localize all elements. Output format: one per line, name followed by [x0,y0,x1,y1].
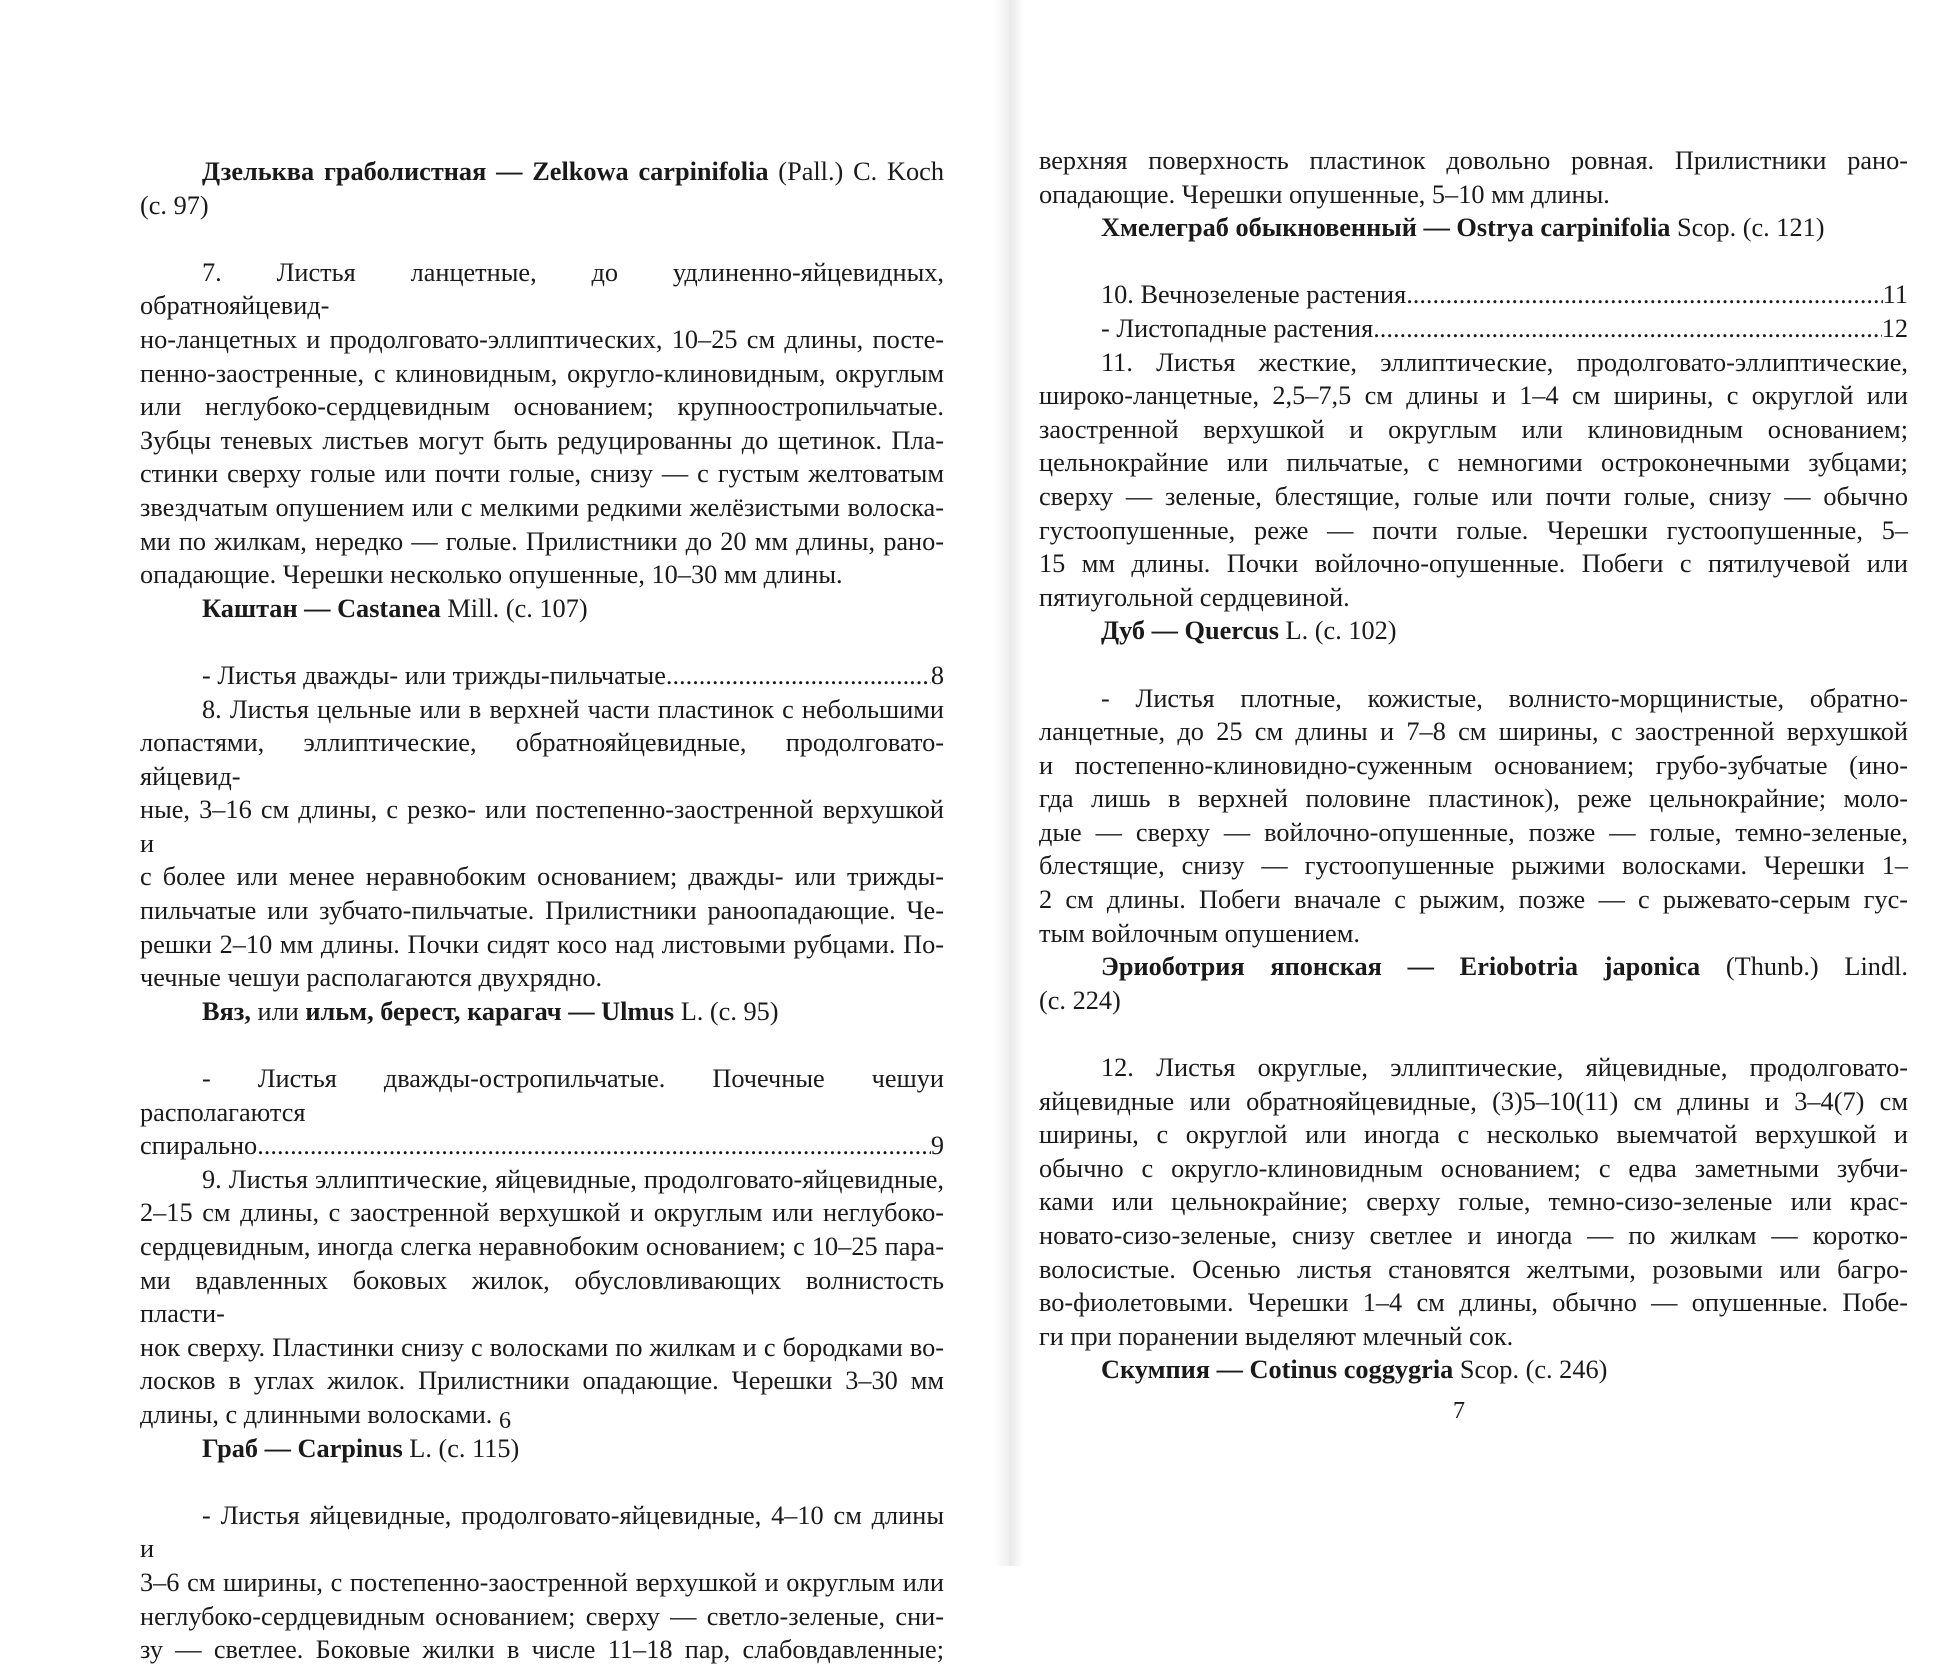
text-line: решки 2–10 мм длины. Почки сидят косо над листовыми рубцами. По- [140,929,944,959]
text-line: широко-ланцетные, 2,5–7,5 см длины и 1–4 см ширины, с округлой или [1039,381,1908,411]
text-line: яйцевидные или обратнояйцевидные, (3)5–10(11) см длины и 3–4(7) см [1039,1086,1908,1116]
taxon-dash: — [258,1433,298,1463]
taxon-castanea [140,592,944,626]
taxon-author: L. (с. 102) [1278,616,1397,646]
taxon-dash: — [1416,213,1457,243]
text-line: пенно-заостренные, с клиновидным, округло-клиновидным, округлым [140,358,944,388]
text-line: волосистые. Осенью листья становятся желтыми, розовыми или багро- [1039,1254,1908,1284]
key-lead-to-12 [1039,312,1908,346]
taxon-latin-name: Eriobotria japonica [1459,952,1701,982]
text-line: 2–15 см длины, с заостренной верхушкой и округлым или неглубоко- [140,1198,944,1228]
taxon-dash: — [1145,616,1185,646]
taxon-ru-name: Скумпия [1101,1355,1211,1385]
text-line-last: опадающие. Черешки несколько опушенные, 10–30 мм длины. [140,560,843,590]
taxon-ru-name: Вяз, [202,996,251,1026]
continued-text [1039,144,1908,211]
text-line-last: пятиугольной сердцевиной. [1039,582,1350,612]
text-line: ширины, с округлой или иногда с несколько выемчатой верхушкой и [1039,1120,1908,1150]
text-line: заостренной верхушкой и округлым или клиновидным основанием; [1039,414,1908,444]
text-line: стинки сверху голые или почти голые, снизу — с густым желтоватым [140,459,944,489]
text-line: с более или менее неравнобоким основанием; дважды- или трижды- [140,862,944,892]
taxon-dash: — [1381,952,1460,982]
taxon-ostrya [1039,211,1908,245]
lead-text: - Листья дважды- или трижды-пильчатые [202,660,666,690]
lead-target-number: 11 [1882,280,1908,310]
text-line-last: опадающие. Черешки опушенные, 5–10 мм длины. [1039,179,1610,209]
text-line: дые — сверху — войлочно-опушенные, позже — голые, темно-зеленые, [1039,817,1908,847]
leader-dots [666,659,931,693]
lead-target-number: 8 [930,660,944,690]
taxon-dash: — [486,157,533,186]
text-line: 15 мм длины. Почки войлочно-опушенные. Побеги с пятилучевой или [1039,549,1908,579]
taxon-author: (Thunb.) Lindl. [1700,952,1908,982]
taxon-ru-name: Эриоботрия японская [1101,952,1382,982]
text-line: ми вдавленных боковых жилок, обусловливающих волнистость пласти- [140,1265,944,1329]
right-text-column [1039,144,1908,1387]
lead-target-number: 9 [930,1131,944,1161]
text-line: блестящие, снизу — густоопушенные рыжими волосками. Черешки 1– [1039,851,1908,881]
text-line: но-ланцетных и продолговато-эллиптических, 10–25 см длины, посте- [140,324,944,354]
blank-line [140,1028,944,1062]
text-line: во-фиолетовыми. Черешки 1–4 см длины, обычно — опушенные. Побе- [1039,1288,1908,1318]
key-couplet-8 [140,693,944,995]
key-lead-carpinus-alt [140,1499,944,1667]
lead-text: 10. Вечнозеленые растения [1101,280,1407,310]
taxon-ru-name: Каштан [202,593,298,623]
text-line: лосков в углах жилок. Прилистники опадающие. Черешки 3–30 мм [140,1366,944,1396]
taxon-author: Scop. (с. 246) [1453,1355,1608,1385]
text-line: сердцевидным, иногда слегка неравнобоким основанием; с 10–25 пара- [140,1232,944,1261]
text-line: ные, 3–16 см длины, с резко- или постепенно-заостренной верхушкой и [140,795,944,858]
text-line: и постепенно-клиновидно-суженным основанием; грубо-зубчатые (ино- [1039,750,1908,780]
taxon-latin-name: Castanea [337,593,441,623]
taxon-quercus [1039,614,1908,648]
key-lead-quercus-alt [1039,682,1908,951]
key-lead-to-11 [1039,278,1908,312]
blank-line [1039,1017,1908,1051]
taxon-author: L. (с. 95) [674,996,779,1026]
taxon-ru-name: Дзельква граболистная [202,157,487,186]
blank-line [140,1465,944,1499]
text-line: густоопушенные, реже — почти голые. Черешки густоопушенные, 5– [1039,515,1908,545]
key-lead-to-8 [140,659,944,693]
blank-line [1039,648,1908,682]
taxon-ru-name: Хмелеграб обыкновенный [1101,213,1417,243]
text-line: 7. Листья ланцетные, до удлиненно-яйцевидных, обратнояйцевид- [140,257,944,321]
taxon-latin-name: Ostrya carpinifolia [1456,213,1671,243]
lead-text: - Листопадные растения [1101,313,1374,343]
taxon-author: (Pall.) C. Koch [768,157,945,186]
text-line: обычно с округло-клиновидным основанием; с едва заметными зубчи- [1039,1153,1908,1183]
page-number: 7 [1453,1398,1465,1424]
text-line-last: чечные чешуи располагаются двухрядно. [140,963,603,993]
text-line: 8. Листья цельные или в верхней части пластинок с небольшими [202,694,944,724]
taxon-zelkova [140,155,944,189]
blank-line [1039,245,1908,279]
key-couplet-9 [140,1163,944,1432]
taxon-dash: — [1210,1355,1250,1385]
text-line: 11. Листья жесткие, эллиптические, продолговато-эллиптические, [1101,347,1908,377]
key-couplet-11 [1039,346,1908,615]
text-line: - Листья плотные, кожистые, волнисто-морщинистые, обратно- [1101,683,1908,713]
text-line: 9. Листья эллиптические, яйцевидные, продолговато-яйцевидные, [202,1164,944,1194]
taxon-author: Scop. (с. 121) [1670,213,1825,243]
text-line: цельнокрайние или пильчатые, с немногими остроконечными зубцами; [1039,448,1908,478]
leader-dots [1373,312,1881,346]
right-page [1024,0,1958,1566]
page-number: 6 [499,1408,511,1434]
text-line: - Листья яйцевидные, продолговато-яйцевидные, 4–10 см длины и [140,1500,944,1564]
text-line: ланцетные, до 25 см длины и 7–8 см ширины, с заостренной верхушкой [1039,717,1908,747]
text-line: верхняя поверхность пластинок довольно ровная. Прилистники рано- [1039,146,1908,175]
text-line: 3–6 см ширины, с постепенно-заостренной верхушкой и округлым или [140,1567,944,1597]
taxon-latin-name: Ulmus [601,996,675,1026]
lead-text: спирально [140,1131,258,1161]
blank-line [140,625,944,659]
text-line-last: тым войлочным опушением. [1039,918,1360,948]
text-line: ми по жилкам, нередко — голые. Прилистники до 20 мм длины, рано- [140,526,944,556]
text-line: новато-сизо-зеленые, снизу светлее и иногда — по жилкам — коротко- [1039,1221,1908,1250]
lead-target-number: 12 [1881,313,1908,343]
key-lead-to-9 [140,1129,944,1163]
taxon-ru-name: Дуб [1101,616,1146,646]
text-line: 2 см длины. Побеги вначале с рыжим, позже — с рыжевато-серым гус- [1039,885,1908,915]
text-line: - Листья дважды-остропильчатые. Почечные чешуи располагаются [140,1064,944,1127]
taxon-ru-name: Граб [202,1433,258,1463]
taxon-dash: — [297,593,338,623]
text-line-last: длины, с длинными волосками. [140,1399,493,1429]
key-couplet-12 [1039,1051,1908,1353]
taxon-ru-synonyms: ильм, берест, карагач [305,996,562,1026]
taxon-zelkova-ref: (с. 97) [140,190,209,220]
leader-dots [1406,278,1882,312]
text-line-last: ги при поранении выделяют млечный сок. [1039,1321,1514,1351]
text-line: нок сверху. Пластинки снизу с волосками по жилкам и с бородками во- [140,1332,944,1362]
text-line: гда лишь в верхней половине пластинок), реже цельнокрайние; моло- [1039,784,1908,814]
blank-line [140,222,944,256]
text-line: или неглубоко-сердцевидным основанием; крупноостропильчатые. [140,392,944,422]
taxon-dash: — [561,996,602,1026]
taxon-cotinus [1039,1353,1908,1387]
left-text-column [140,155,944,1667]
taxon-carpinus [140,1432,944,1466]
taxon-latin-name: Carpinus [297,1433,403,1463]
text-line: сверху — зеленые, блестящие, голые или почти голые, снизу — обычно [1039,481,1908,511]
taxon-author: Mill. (с. 107) [440,593,588,623]
taxon-latin-name: Quercus [1184,616,1279,646]
key-couplet-7 [140,256,944,592]
text-line: пильчатые или зубчато-пильчатые. Прилистники раноопадающие. Че- [140,896,944,926]
leader-dots [257,1129,931,1163]
taxon-conjunction: или [250,996,306,1026]
text-line: ками или цельнокрайние; сверху голые, темно-сизо-зеленые или крас- [1039,1187,1908,1217]
taxon-eriobotria [1039,950,1908,984]
taxon-latin-name: Cotinus coggygria [1249,1355,1454,1385]
text-line: Зубцы теневых листьев могут быть редуцированны до щетинок. Пла- [140,425,944,455]
text-line: 12. Листья округлые, эллиптические, яйцевидные, продолговато- [1101,1053,1908,1083]
book-gutter [994,0,1024,1566]
taxon-author: L. (с. 115) [402,1433,520,1463]
taxon-ulmus [140,995,944,1029]
taxon-eriobotria-ref: (с. 224) [1039,985,1121,1015]
text-line: звездчатым опушением или с мелкими редкими желёзистыми волоска- [140,492,944,522]
text-line: неглубоко-сердцевидным основанием; сверху — светло-зеленые, сни- [140,1601,944,1631]
text-line: зу — светлее. Боковые жилки в числе 11–18 пар, слабовдавленные; [140,1635,944,1665]
taxon-latin-name: Zelkowa carpinifolia [532,157,769,186]
text-line: лопастями, эллиптические, обратнояйцевидные, продолговато-яйцевид- [140,728,944,791]
